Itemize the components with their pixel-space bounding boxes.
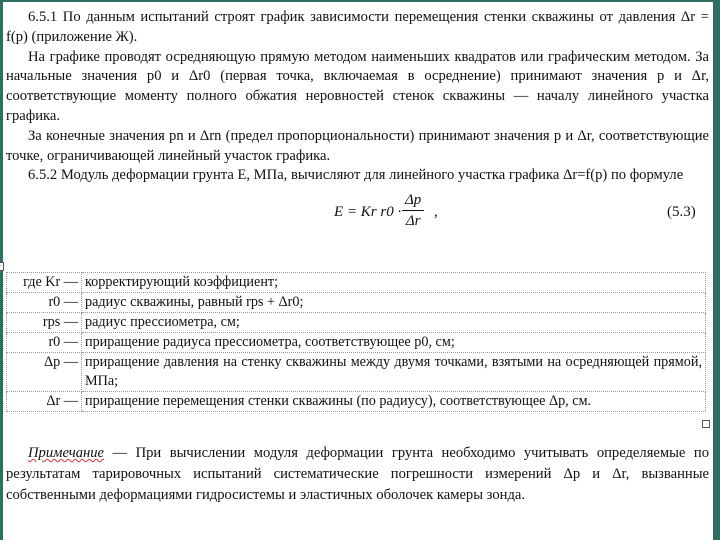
table-row — [7, 273, 706, 293]
paragraph-final-values-text: За конечные значения pn и Δrn (предел пропорциональности) принимают значения p и Δr, соответствующие точке, ограничивающей линейный участок графика. — [6, 127, 709, 164]
paragraph-6-5-1 — [6, 8, 709, 48]
table-resize-handle-icon[interactable] — [702, 420, 710, 428]
formula-5-3 — [6, 192, 709, 236]
definition-text: приращение перемещения стенки скважины (по радиусу), соответствующее Δp, см. — [82, 392, 706, 412]
definition-symbol: Δr — — [7, 392, 82, 412]
slide-frame-top — [0, 0, 720, 2]
paragraph-approximation — [6, 48, 709, 127]
paragraph-6-5-2-text: 6.5.2 Модуль деформации грунта E, МПа, вычисляют для линейного участка графика Δr=f(p) по формуле — [28, 167, 684, 184]
definition-text: приращение давления на стенку скважины между двумя точками, взятыми на осредняющей прямой, МПа; — [82, 353, 706, 392]
definition-symbol: Δp — — [7, 353, 82, 392]
definition-symbol: где Kr — — [7, 273, 82, 293]
note-text: — При вычислении модуля деформации грунта необходимо учитывать определяемые по результатам тарировочных испытаний систематические погрешности измерений Δp и Δr, вызванные собственными деформациями гидросистемы и эластичных оболочек камеры зонда. — [6, 445, 709, 503]
definition-text: приращение радиуса прессиометра, соответствующее p0, см; — [82, 333, 706, 353]
formula-fraction — [402, 192, 424, 230]
formula-comma: , — [434, 204, 438, 221]
table-move-handle-icon[interactable] — [0, 262, 4, 271]
paragraph-final-values — [6, 127, 709, 167]
table-row — [7, 313, 706, 333]
definition-symbol: r0 — — [7, 333, 82, 353]
paragraph-6-5-1-text: 6.5.1 По данным испытаний строят график зависимости перемещения стенки скважины от давления Δr = f(p) (приложение Ж). — [6, 9, 709, 45]
definition-text: радиус прессиометра, см; — [82, 313, 706, 333]
table-row — [7, 353, 706, 392]
note-paragraph — [6, 443, 709, 506]
formula-lhs: E = Kr r0 · — [334, 204, 402, 221]
definition-text: радиус скважины, равный rps + Δr0; — [82, 293, 706, 313]
formula-number: (5.3) — [667, 204, 696, 221]
paragraph-6-5-2 — [6, 166, 709, 186]
definition-symbol: r0 — — [7, 293, 82, 313]
document-page — [6, 8, 709, 236]
definition-symbol: rps — — [7, 313, 82, 333]
table-row — [7, 293, 706, 313]
formula-numerator: Δp — [405, 192, 422, 209]
fraction-bar — [402, 210, 424, 211]
table-row — [7, 333, 706, 353]
definition-text: корректирующий коэффициент; — [82, 273, 706, 293]
formula-denominator: Δr — [405, 213, 421, 230]
paragraph-approximation-text: На графике проводят осредняющую прямую методом наименьших квадратов или графическим методом. За начальные значения p0 и Δr0 (первая точка, включаемая в осреднение) принимают значения p и Δr, соответствующие моменту полного обжатия неровностей стенок скважины — началу линейного участка графика. — [6, 48, 709, 124]
slide-frame-right — [713, 0, 720, 540]
note-label: Примечание — [28, 445, 105, 461]
table-row — [7, 392, 706, 412]
definitions-table — [6, 272, 706, 412]
